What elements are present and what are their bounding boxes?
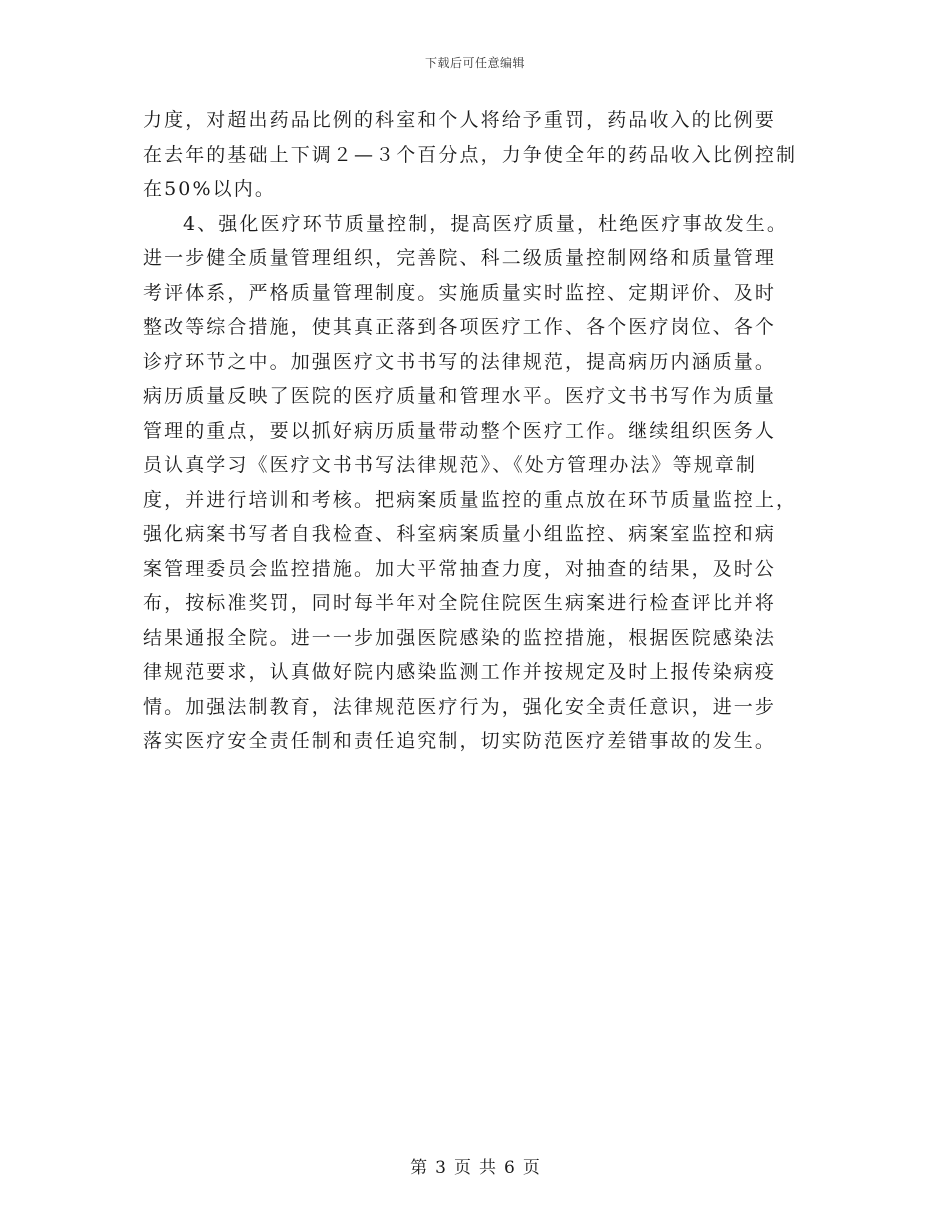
text-line: 考评体系，严格质量管理制度。实施质量实时监控、定期评价、及时 xyxy=(143,281,777,304)
header-note: 下载后可任意编辑 xyxy=(424,56,525,70)
text-line: 度，并进行培训和考核。把病案质量监控的重点放在环节质量监控上， xyxy=(143,488,798,511)
text-line: 诊疗环节之中。加强医疗文书书写的法律规范，提高病历内涵质量。 xyxy=(143,350,777,373)
text-line: 在去年的基础上下调２—３个百分点，力争使全年的药品收入比例控制 xyxy=(143,143,798,166)
text-line: 员认真学习《医疗文书书写法律规范》、《处方管理办法》等规章制 xyxy=(143,454,758,476)
text-line: 落实医疗安全责任制和责任追究制，切实防范医疗差错事故的发生。 xyxy=(143,730,777,752)
text-line: 管理的重点，要以抓好病历质量带动整个医疗工作。继续组织医务人 xyxy=(143,419,777,442)
current-page-number: 3 xyxy=(435,1158,446,1178)
text-line: 力度，对超出药品比例的科室和个人将给予重罚，药品收入的比例要 xyxy=(143,109,777,131)
text-line: 整改等综合措施，使其真正落到各项医疗工作、各个医疗岗位、各个 xyxy=(143,316,777,338)
text-line: 结果通报全院。进一一步加强医院感染的监控措施，根据医院感染法 xyxy=(143,626,777,649)
text-line: 案管理委员会监控措施。加大平常抽查力度，对抽查的结果，及时公 xyxy=(143,557,777,580)
paragraph-start-line: 4、强化医疗环节质量控制，提高医疗质量，杜绝医疗事故发生。 xyxy=(183,212,788,235)
text-line: 律规范要求，认真做好院内感染监测工作并按规定及时上报传染病疫 xyxy=(143,661,777,683)
footer-total-word: 共 xyxy=(479,1158,496,1178)
footer-suffix: 页 xyxy=(522,1158,540,1178)
footer-page-word: 页 xyxy=(454,1158,471,1178)
text-line: 在50%以内。 xyxy=(143,178,276,200)
total-pages-number: 6 xyxy=(504,1158,515,1178)
footer-prefix: 第 xyxy=(410,1158,428,1178)
text-line: 情。加强法制教育，法律规范医疗行为，强化安全责任意识，进一步 xyxy=(143,695,777,718)
text-line: 强化病案书写者自我检查、科室病案质量小组监控、病案室监控和病 xyxy=(143,523,777,545)
body-text xyxy=(143,103,803,759)
text-line: 进一步健全质量管理组织，完善院、科二级质量控制网络和质量管理 xyxy=(143,247,777,269)
page-number-footer xyxy=(0,1153,950,1178)
text-line: 病历质量反映了医院的医疗质量和管理水平。医疗文书书写作为质量 xyxy=(143,385,777,407)
text-line: 布，按标准奖罚，同时每半年对全院住院医生病案进行检查评比并将 xyxy=(143,592,777,614)
